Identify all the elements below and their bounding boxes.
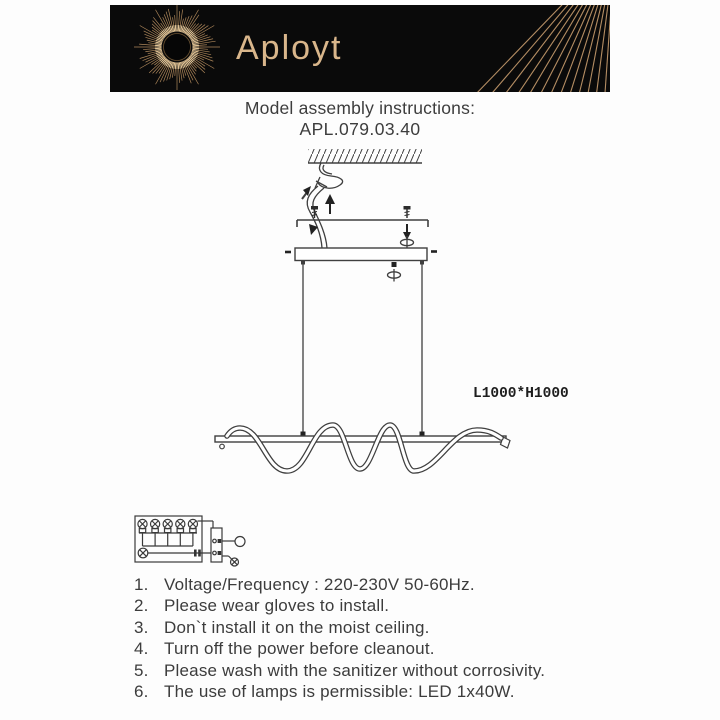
item-text: The use of lamps is permissible: LED 1x40W. (164, 682, 515, 702)
item-number: 6. (134, 682, 149, 702)
lamp-symbol-icon (138, 548, 148, 558)
list-item (134, 595, 604, 616)
item-text: Don`t install it on the moist ceiling. (164, 617, 430, 637)
brand-wordmark: Aployt (236, 29, 343, 67)
thumb-screw-icon (388, 262, 401, 282)
model-code: APL.079.03.40 (299, 119, 421, 139)
item-number: 5. (134, 660, 149, 680)
item-number: 4. (134, 639, 149, 659)
item-text: Please wash with the sanitizer without corrosivity. (164, 660, 546, 680)
terminal-block (211, 528, 222, 562)
up-arrow-icon (325, 194, 335, 214)
canopy (285, 248, 437, 261)
item-number: 3. (134, 617, 149, 637)
item-text: Please wear gloves to install. (164, 596, 390, 616)
bar-end-nub (220, 444, 225, 449)
wiring-diagram (135, 516, 245, 566)
list-item (134, 574, 604, 595)
dimension-label: L1000*H1000 (473, 386, 569, 402)
list-item (134, 617, 604, 638)
bulb-symbol-icon (235, 537, 245, 547)
wave-tube (227, 425, 501, 471)
suspension-wires (301, 261, 425, 437)
lamp-symbol-icon (231, 558, 239, 566)
hook-cable (302, 163, 343, 248)
list-item (134, 638, 604, 659)
item-text: Turn off the power before cleanout. (164, 639, 435, 659)
ceiling-hatch (308, 149, 422, 163)
thumb-screw-icon (401, 236, 414, 248)
page-title: Model assembly instructions: (244, 98, 476, 118)
item-number: 1. (134, 575, 149, 594)
connector-icon (198, 550, 201, 557)
list-item (134, 681, 604, 702)
connector-icon (194, 550, 197, 557)
instruction-list (134, 574, 604, 702)
item-text: Voltage/Frequency : 220-230V 50-60Hz. (164, 575, 475, 594)
item-number: 2. (134, 596, 149, 616)
screw-icon (404, 206, 411, 218)
list-item (134, 660, 604, 681)
screw-terminal-icons (138, 519, 198, 532)
